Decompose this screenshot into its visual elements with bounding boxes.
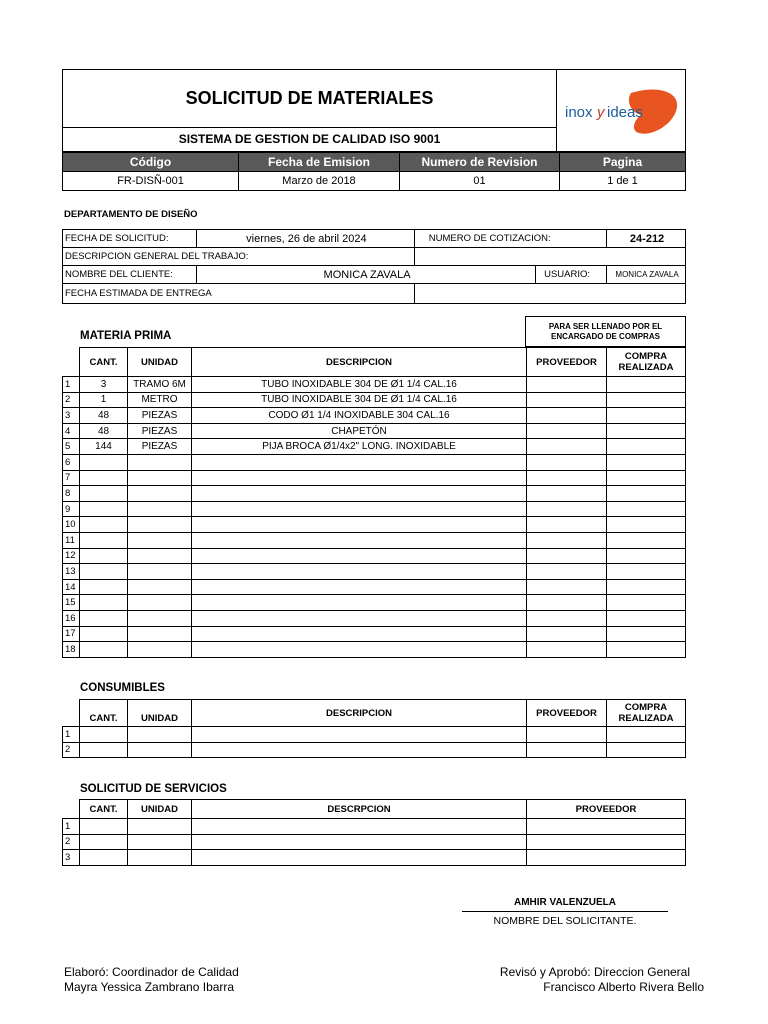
- serv-cell[interactable]: [192, 819, 527, 835]
- cons-row: [63, 727, 686, 743]
- mp-cell[interactable]: [527, 595, 607, 611]
- cons-header-compra: COMPRA REALIZADA: [607, 700, 686, 727]
- meta-header-codigo: Código: [63, 153, 239, 172]
- mp-cell[interactable]: [607, 392, 686, 408]
- serv-cell[interactable]: [192, 850, 527, 866]
- purchasing-note: PARA SER LLENADO POR EL ENCARGADO DE COMPRAS: [525, 316, 686, 347]
- mp-cell[interactable]: [607, 423, 686, 439]
- serv-row-number: 1: [63, 819, 80, 835]
- mp-row: [63, 377, 686, 393]
- mp-row: [63, 626, 686, 642]
- mp-cell[interactable]: [128, 454, 192, 470]
- mp-cell[interactable]: [80, 548, 128, 564]
- mp-cell[interactable]: [192, 532, 527, 548]
- mp-cell[interactable]: [80, 470, 128, 486]
- mp-cell[interactable]: [192, 610, 527, 626]
- mp-cell[interactable]: [192, 626, 527, 642]
- fecha-solicitud-label: FECHA DE SOLICITUD:: [63, 230, 197, 248]
- mp-cell[interactable]: [527, 642, 607, 658]
- mp-row-number: 4: [63, 423, 80, 439]
- servicios-title: SOLICITUD DE SERVICIOS: [80, 783, 227, 795]
- serv-cell[interactable]: [192, 834, 527, 850]
- mp-row-number: 1: [63, 377, 80, 393]
- inoxideas-logo-icon: [561, 81, 681, 141]
- mp-cell[interactable]: [607, 439, 686, 455]
- cons-header-descripcion: DESCRIPCION: [192, 700, 527, 727]
- serv-row-number: 2: [63, 834, 80, 850]
- cons-header-unidad: UNIDAD: [128, 700, 192, 727]
- mp-row-number: 12: [63, 548, 80, 564]
- descripcion-value[interactable]: [414, 248, 685, 266]
- mp-cell[interactable]: [128, 595, 192, 611]
- descripcion-label: DESCRIPCION GENERAL DEL TRABAJO:: [63, 248, 415, 266]
- serv-row: [63, 834, 686, 850]
- document-subtitle: SISTEMA DE GESTION DE CALIDAD ISO 9001: [62, 127, 557, 152]
- mp-cell[interactable]: [128, 642, 192, 658]
- serv-header-descripcion: DESCRPCION: [192, 800, 527, 819]
- mp-row-number: 8: [63, 486, 80, 502]
- meta-codigo: FR-DISÑ-001: [63, 172, 239, 191]
- mp-row-number: 16: [63, 610, 80, 626]
- mp-cell[interactable]: [527, 501, 607, 517]
- mp-cell[interactable]: [527, 532, 607, 548]
- cons-header-cant: CANT.: [80, 700, 128, 727]
- mp-row-number: 14: [63, 579, 80, 595]
- svg-text:ideas: ideas: [607, 103, 643, 121]
- usuario-label: USUARIO:: [536, 266, 607, 284]
- cons-row-number: 2: [63, 742, 80, 758]
- mp-cell[interactable]: CHAPETÓN: [192, 423, 527, 439]
- mp-row: [63, 579, 686, 595]
- cons-cell[interactable]: [527, 727, 607, 743]
- mp-cell[interactable]: [607, 408, 686, 424]
- mp-row-number: 3: [63, 408, 80, 424]
- mp-cell[interactable]: [607, 579, 686, 595]
- cons-cell[interactable]: [527, 742, 607, 758]
- mp-cell[interactable]: 144: [80, 439, 128, 455]
- mp-cell[interactable]: PIEZAS: [128, 408, 192, 424]
- materia-prima-title: MATERIA PRIMA: [80, 330, 172, 342]
- svg-text:y: y: [597, 103, 605, 121]
- mp-cell[interactable]: [80, 626, 128, 642]
- mp-row-number: 5: [63, 439, 80, 455]
- mp-cell[interactable]: [607, 642, 686, 658]
- mp-cell[interactable]: [192, 595, 527, 611]
- consumibles-table: [62, 699, 686, 758]
- mp-cell[interactable]: [192, 579, 527, 595]
- mp-row-number: 6: [63, 454, 80, 470]
- mp-cell[interactable]: [80, 532, 128, 548]
- mp-cell[interactable]: [80, 501, 128, 517]
- mp-row-number: 9: [63, 501, 80, 517]
- entrega-label: FECHA ESTIMADA DE ENTREGA: [63, 284, 415, 304]
- mp-row: [63, 642, 686, 658]
- mp-row: [63, 423, 686, 439]
- mp-cell[interactable]: [192, 470, 527, 486]
- mp-cell[interactable]: [607, 517, 686, 533]
- cliente-value[interactable]: MONICA ZAVALA: [197, 266, 536, 284]
- serv-row: [63, 819, 686, 835]
- mp-row: [63, 408, 686, 424]
- mp-header-cant: CANT.: [80, 348, 128, 377]
- mp-cell[interactable]: [607, 595, 686, 611]
- document-meta-table: [62, 152, 686, 191]
- mp-cell[interactable]: [527, 439, 607, 455]
- mp-cell[interactable]: [607, 564, 686, 580]
- mp-cell[interactable]: 3: [80, 377, 128, 393]
- mp-cell[interactable]: [527, 548, 607, 564]
- mp-row: [63, 486, 686, 502]
- mp-row: [63, 392, 686, 408]
- mp-header-descripcion: DESCRIPCION: [192, 348, 527, 377]
- serv-cell[interactable]: [128, 834, 192, 850]
- mp-cell[interactable]: [128, 470, 192, 486]
- cons-header-proveedor: PROVEEDOR: [527, 700, 607, 727]
- meta-header-revision: Numero de Revision: [400, 153, 560, 172]
- mp-cell[interactable]: [607, 610, 686, 626]
- mp-row-number: 2: [63, 392, 80, 408]
- mp-cell[interactable]: [607, 501, 686, 517]
- cliente-label: NOMBRE DEL CLIENTE:: [63, 266, 197, 284]
- mp-row: [63, 439, 686, 455]
- mp-cell[interactable]: [192, 454, 527, 470]
- mp-cell[interactable]: [192, 642, 527, 658]
- mp-row: [63, 454, 686, 470]
- mp-row: [63, 517, 686, 533]
- mp-cell[interactable]: [80, 517, 128, 533]
- mp-row-number: 10: [63, 517, 80, 533]
- meta-header-fecha: Fecha de Emision: [239, 153, 400, 172]
- footer-reviso: Revisó y Aprobó: Direccion General: [499, 965, 690, 979]
- mp-cell[interactable]: [80, 564, 128, 580]
- mp-cell[interactable]: [80, 610, 128, 626]
- mp-cell[interactable]: TUBO INOXIDABLE 304 DE Ø1 1/4 CAL.16: [192, 377, 527, 393]
- mp-cell[interactable]: [128, 579, 192, 595]
- meta-fecha: Marzo de 2018: [239, 172, 400, 191]
- mp-cell[interactable]: [80, 642, 128, 658]
- mp-row: [63, 610, 686, 626]
- cons-cell[interactable]: [128, 727, 192, 743]
- mp-cell[interactable]: [128, 626, 192, 642]
- serv-cell[interactable]: [80, 850, 128, 866]
- mp-cell[interactable]: [607, 454, 686, 470]
- mp-cell[interactable]: [128, 486, 192, 502]
- mp-cell[interactable]: METRO: [128, 392, 192, 408]
- fecha-solicitud-value[interactable]: viernes, 26 de abril 2024: [197, 230, 415, 248]
- mp-cell[interactable]: 48: [80, 408, 128, 424]
- cons-cell[interactable]: [607, 742, 686, 758]
- mp-cell[interactable]: 1: [80, 392, 128, 408]
- cotizacion-value[interactable]: 24-212: [607, 230, 686, 248]
- mp-row: [63, 470, 686, 486]
- mp-cell[interactable]: PIEZAS: [128, 439, 192, 455]
- solicitante-role: NOMBRE DEL SOLICITANTE.: [493, 915, 637, 927]
- mp-cell[interactable]: [607, 626, 686, 642]
- mp-cell[interactable]: [128, 532, 192, 548]
- meta-pagina: 1 de 1: [560, 172, 686, 191]
- signature-line: [462, 911, 668, 912]
- mp-header-proveedor: PROVEEDOR: [527, 348, 607, 377]
- mp-cell[interactable]: [128, 501, 192, 517]
- cons-cell[interactable]: [607, 727, 686, 743]
- document-title: SOLICITUD DE MATERIALES: [62, 69, 557, 128]
- meta-revision: 01: [400, 172, 560, 191]
- mp-row: [63, 532, 686, 548]
- mp-cell[interactable]: [527, 564, 607, 580]
- mp-cell[interactable]: PIEZAS: [128, 423, 192, 439]
- mp-row-number: 7: [63, 470, 80, 486]
- mp-cell[interactable]: [527, 454, 607, 470]
- mp-row: [63, 595, 686, 611]
- mp-cell[interactable]: TRAMO 6M: [128, 377, 192, 393]
- mp-cell[interactable]: [527, 377, 607, 393]
- mp-cell[interactable]: [128, 548, 192, 564]
- serv-cell[interactable]: [128, 850, 192, 866]
- serv-cell[interactable]: [527, 834, 686, 850]
- mp-cell[interactable]: [527, 392, 607, 408]
- serv-cell[interactable]: [80, 834, 128, 850]
- mp-cell[interactable]: [80, 454, 128, 470]
- cotizacion-label: NUMERO DE COTIZACION:: [414, 230, 606, 248]
- mp-cell[interactable]: [607, 532, 686, 548]
- serv-cell[interactable]: [527, 850, 686, 866]
- mp-cell[interactable]: [128, 564, 192, 580]
- mp-cell[interactable]: [80, 595, 128, 611]
- mp-row-number: 15: [63, 595, 80, 611]
- mp-cell[interactable]: [527, 486, 607, 502]
- mp-cell[interactable]: [527, 626, 607, 642]
- mp-row-number: 11: [63, 532, 80, 548]
- serv-row-number: 3: [63, 850, 80, 866]
- mp-cell[interactable]: [80, 579, 128, 595]
- cons-cell[interactable]: [192, 727, 527, 743]
- cons-row: [63, 742, 686, 758]
- mp-cell[interactable]: [527, 470, 607, 486]
- serv-cell[interactable]: [80, 819, 128, 835]
- entrega-value[interactable]: [414, 284, 685, 304]
- mp-cell[interactable]: [607, 470, 686, 486]
- consumibles-title: CONSUMIBLES: [80, 682, 165, 694]
- cons-cell[interactable]: [192, 742, 527, 758]
- cons-cell[interactable]: [80, 727, 128, 743]
- svg-text:inox: inox: [565, 103, 593, 121]
- mp-cell[interactable]: TUBO INOXIDABLE 304 DE Ø1 1/4 CAL.16: [192, 392, 527, 408]
- mp-row: [63, 564, 686, 580]
- mp-cell[interactable]: [527, 408, 607, 424]
- mp-cell[interactable]: [192, 517, 527, 533]
- mp-cell[interactable]: [192, 564, 527, 580]
- mp-header-compra: COMPRA REALIZADA: [607, 348, 686, 377]
- mp-row: [63, 548, 686, 564]
- serv-cell[interactable]: [527, 819, 686, 835]
- materia-prima-table: [62, 347, 686, 658]
- usuario-value[interactable]: MONICA ZAVALA: [607, 266, 686, 284]
- mp-header-unidad: UNIDAD: [128, 348, 192, 377]
- mp-cell[interactable]: [527, 517, 607, 533]
- mp-cell[interactable]: PIJA BROCA Ø1/4x2" LONG. INOXIDABLE: [192, 439, 527, 455]
- servicios-table: [62, 799, 686, 866]
- cons-cell[interactable]: [128, 742, 192, 758]
- footer-reviso-name: Francisco Alberto Rivera Bello: [543, 980, 704, 994]
- serv-header-cant: CANT.: [80, 800, 128, 819]
- mp-cell[interactable]: [192, 501, 527, 517]
- mp-cell[interactable]: [607, 377, 686, 393]
- mp-cell[interactable]: [527, 579, 607, 595]
- mp-row-number: 13: [63, 564, 80, 580]
- mp-cell[interactable]: [80, 486, 128, 502]
- mp-cell[interactable]: 48: [80, 423, 128, 439]
- company-logo: [556, 69, 686, 152]
- mp-row: [63, 501, 686, 517]
- mp-cell[interactable]: [607, 548, 686, 564]
- mp-row-number: 18: [63, 642, 80, 658]
- department-label: DEPARTAMENTO DE DISEÑO: [64, 209, 198, 220]
- mp-cell[interactable]: [192, 486, 527, 502]
- mp-cell[interactable]: [192, 548, 527, 564]
- serv-header-unidad: UNIDAD: [128, 800, 192, 819]
- serv-cell[interactable]: [128, 819, 192, 835]
- mp-cell[interactable]: [607, 486, 686, 502]
- meta-header-pagina: Pagina: [560, 153, 686, 172]
- serv-header-proveedor: PROVEEDOR: [527, 800, 686, 819]
- mp-cell[interactable]: CODO Ø1 1/4 INOXIDABLE 304 CAL.16: [192, 408, 527, 424]
- footer-elaboro-name: Mayra Yessica Zambrano Ibarra: [64, 980, 235, 994]
- mp-cell[interactable]: [527, 423, 607, 439]
- solicitante-name: AMHIR VALENZUELA: [513, 897, 617, 908]
- mp-cell[interactable]: [128, 517, 192, 533]
- cons-row-number: 1: [63, 727, 80, 743]
- cons-cell[interactable]: [80, 742, 128, 758]
- footer-elaboro: Elaboró: Coordinador de Calidad: [64, 965, 239, 979]
- mp-cell[interactable]: [128, 610, 192, 626]
- request-info-table: [62, 229, 686, 304]
- serv-row: [63, 850, 686, 866]
- mp-row-number: 17: [63, 626, 80, 642]
- mp-cell[interactable]: [527, 610, 607, 626]
